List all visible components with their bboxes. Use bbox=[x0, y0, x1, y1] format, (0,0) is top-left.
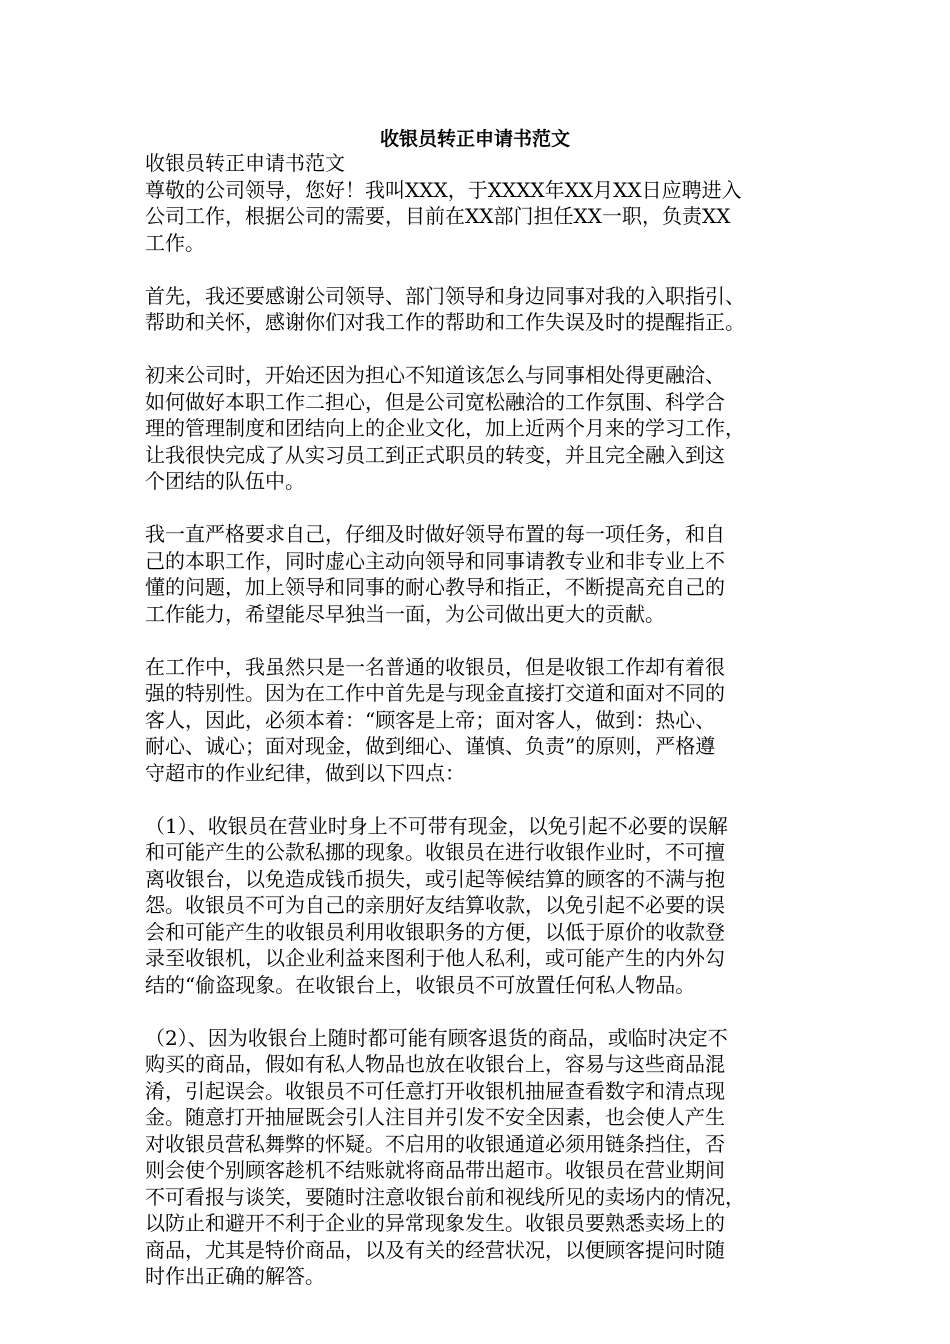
text-line: 耐心、诚心；面对现金，做到细心、谨慎、负责”的原则，严格遵 bbox=[145, 734, 716, 758]
text-line: 时作出正确的解答。 bbox=[145, 1264, 325, 1288]
text-line: 和可能产生的公款私挪的现象。收银员在进行收银作业时，不可擅 bbox=[145, 840, 725, 864]
text-line: 录至收银机，以企业利益来图利于他人私利，或可能产生的内外勾 bbox=[145, 946, 725, 970]
document-body bbox=[145, 150, 807, 1290]
text-line: 离收银台，以免造成钱币损失，或引起等候结算的顾客的不满与抱 bbox=[145, 866, 725, 891]
text-line: 商品，尤其是特价商品，以及有关的经营状况，以便顾客提问时随 bbox=[145, 1237, 725, 1262]
paragraph-rule-2 bbox=[145, 1025, 807, 1290]
text-line: 工作。 bbox=[145, 230, 205, 255]
text-line: 首先，我还要感谢公司领导、部门领导和身边同事对我的入职指引、 bbox=[145, 283, 745, 308]
text-line: 在工作中，我虽然只是一名普通的收银员，但是收银工作却有着很 bbox=[145, 654, 725, 679]
paragraph-thanks bbox=[145, 283, 807, 336]
text-line: 守超市的作业纪律，做到以下四点： bbox=[145, 760, 465, 785]
text-line: 理的管理制度和团结向上的企业文化，加上近两个月来的学习工作， bbox=[145, 416, 745, 440]
text-line: 会和可能产生的收银员利用收银职务的方便，以低于原价的收款登 bbox=[145, 919, 725, 944]
text-line: 我一直严格要求自己，仔细及时做好领导布置的每一项任务，和自 bbox=[145, 522, 725, 546]
text-line: 结的“偷盗现象。在收银台上，收银员不可放置任何私人物品。 bbox=[145, 972, 696, 997]
text-line: （1）、收银员在营业时身上不可带有现金，以免引起不必要的误解 bbox=[145, 813, 728, 838]
document-subtitle bbox=[145, 150, 807, 177]
paragraph-greeting bbox=[145, 177, 807, 257]
text-line: 懂的问题，加上领导和同事的耐心教导和指正，不断提高充自己的 bbox=[145, 575, 725, 599]
text-line: 不可看报与谈笑，要随时注意收银台前和视线所见的卖场内的情况， bbox=[145, 1184, 745, 1209]
text-line: 己的本职工作，同时虚心主动向领导和同事请教专业和非专业上不 bbox=[145, 548, 725, 573]
text-line: 工作能力，希望能尽早独当一面，为公司做出更大的贡献。 bbox=[145, 601, 665, 626]
subtitle-line: 收银员转正申请书范文 bbox=[145, 151, 345, 175]
paragraph-self-discipline bbox=[145, 521, 807, 627]
text-line: 怨。收银员不可为自己的亲朋好友结算收款，以免引起不必要的误 bbox=[145, 893, 725, 917]
text-line: 强的特别性。因为在工作中首先是与现金直接打交道和面对不同的 bbox=[145, 681, 725, 705]
text-line: 以防止和避开不利于企业的异常现象发生。收银员要熟悉卖场上的 bbox=[145, 1211, 725, 1235]
paragraph-cashier-role bbox=[145, 654, 807, 787]
text-line: 公司工作，根据公司的需要，目前在XX部门担任XX一职，负责XX bbox=[145, 204, 731, 228]
text-line: 帮助和关怀，感谢你们对我工作的帮助和工作失误及时的提醒指正。 bbox=[145, 310, 745, 334]
paragraph-arrival bbox=[145, 362, 807, 495]
text-line: 让我很快完成了从实习员工到正式职员的转变，并且完全融入到这 bbox=[145, 442, 725, 467]
text-line: 购买的商品，假如有私人物品也放在收银台上，容易与这些商品混 bbox=[145, 1052, 725, 1076]
text-line: 金。随意打开抽屉既会引人注目并引发不安全因素，也会使人产生 bbox=[145, 1105, 725, 1129]
text-line: 个团结的队伍中。 bbox=[145, 469, 305, 493]
text-line: 则会使个别顾客趁机不结账就将商品带出超市。收银员在营业期间 bbox=[145, 1158, 725, 1182]
text-line: 如何做好本职工作二担心，但是公司宽松融洽的工作氛围、科学合 bbox=[145, 389, 725, 414]
text-line: （2）、因为收银台上随时都可能有顾客退货的商品，或临时决定不 bbox=[145, 1025, 728, 1050]
text-line: 尊敬的公司领导，您好！我叫XXX，于XXXX年XX月XX日应聘进入 bbox=[145, 177, 742, 202]
text-line: 对收银员营私舞弊的怀疑。不启用的收银通道必须用链条挡住，否 bbox=[145, 1131, 725, 1156]
text-line: 客人，因此，必须本着：“顾客是上帝；面对客人，做到：热心、 bbox=[145, 707, 716, 732]
paragraph-rule-1 bbox=[145, 813, 807, 999]
text-line: 初来公司时，开始还因为担心不知道该怎么与同事相处得更融洽、 bbox=[145, 363, 725, 387]
text-line: 淆，引起误会。收银员不可任意打开收银机抽屉查看数字和清点现 bbox=[145, 1078, 725, 1103]
document-title: 收银员转正申请书范文 bbox=[379, 128, 570, 150]
